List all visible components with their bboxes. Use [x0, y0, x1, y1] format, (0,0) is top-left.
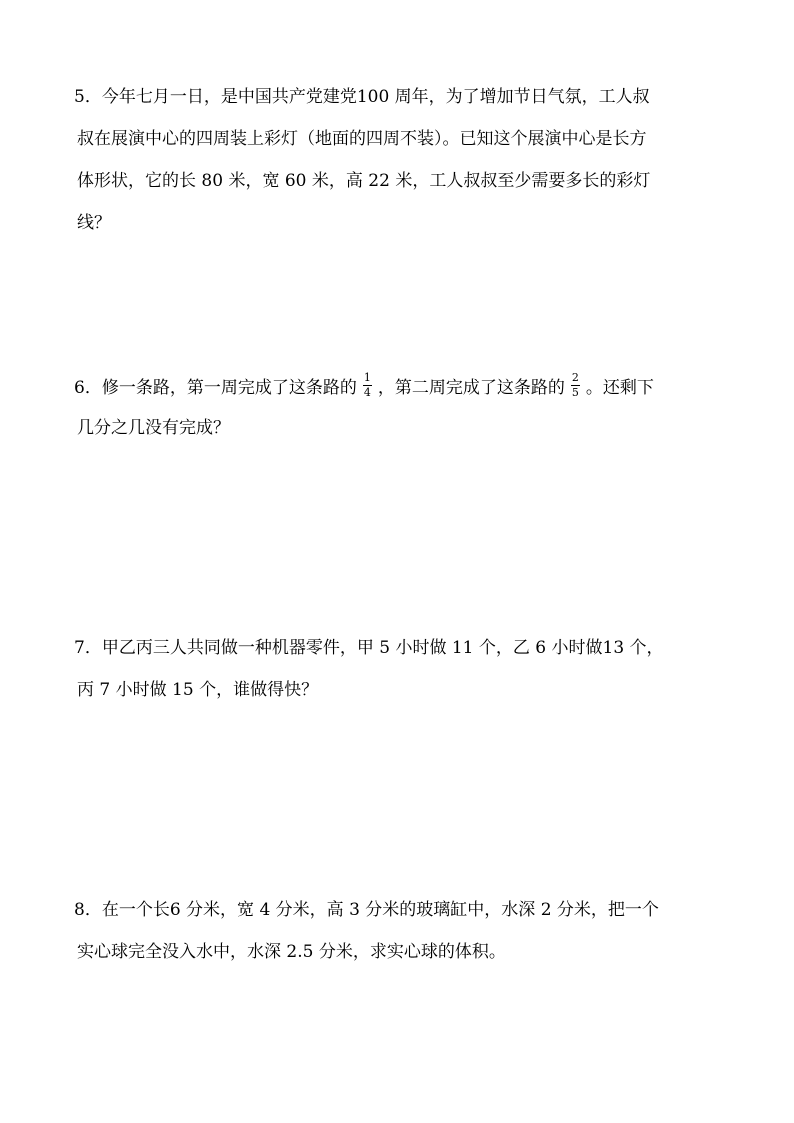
fraction-one-quarter — [363, 372, 372, 399]
problem-6-number: 6． — [74, 377, 102, 398]
fraction-2-denominator: 5 — [571, 386, 579, 399]
problem-6-text-part-2: ，第二周完成了这条路的 — [377, 377, 565, 398]
problem-6-line-1 — [74, 371, 654, 401]
problem-7-number: 7． — [74, 638, 102, 658]
problem-5-line-1 — [74, 86, 650, 108]
problem-5-text-line-4: 线？ — [77, 213, 111, 233]
fraction-1-denominator: 4 — [363, 386, 371, 399]
problem-8-number: 8． — [74, 900, 102, 920]
problem-7-line-1 — [74, 637, 664, 659]
fraction-1-numerator: 1 — [363, 371, 371, 384]
problem-5-text-line-2: 叔在展演中心的四周装上彩灯（地面的四周不装）。已知这个展演中心是长方 — [77, 129, 647, 149]
problem-6-text-line-2: 几分之几没有完成？ — [77, 418, 230, 438]
problem-7-text-line-2: 丙 7 小时做 15 个，谁做得快？ — [77, 680, 319, 700]
problem-5-text-line-1: 今年七月一日，是中国共产党建党100 周年，为了增加节日气氛，工人叔 — [101, 87, 650, 107]
fraction-two-fifths — [571, 372, 580, 399]
problem-6-text-part-3: 。还剩下 — [585, 377, 654, 398]
problem-8-text-line-1: 在一个长6 分米，宽 4 分米，高 3 分米的玻璃缸中，水深 2 分米，把一个 — [101, 900, 659, 920]
problem-8-line-1 — [74, 899, 659, 921]
problem-6-text-part-1: 修一条路，第一周完成了这条路的 — [101, 377, 357, 398]
fraction-2-numerator: 2 — [571, 371, 579, 384]
problem-5-number: 5． — [74, 87, 102, 107]
problem-7-text-line-1: 甲乙丙三人共同做一种机器零件，甲 5 小时做 11 个，乙 6 小时做13 个， — [101, 638, 664, 658]
problem-8-text-line-2: 实心球完全没入水中，水深 2.5 分米，求实心球的体积。 — [77, 942, 506, 962]
problem-5-text-line-3: 体形状，它的长 80 米，宽 60 米，高 22 米，工人叔叔至少需要多长的彩灯 — [77, 171, 651, 191]
